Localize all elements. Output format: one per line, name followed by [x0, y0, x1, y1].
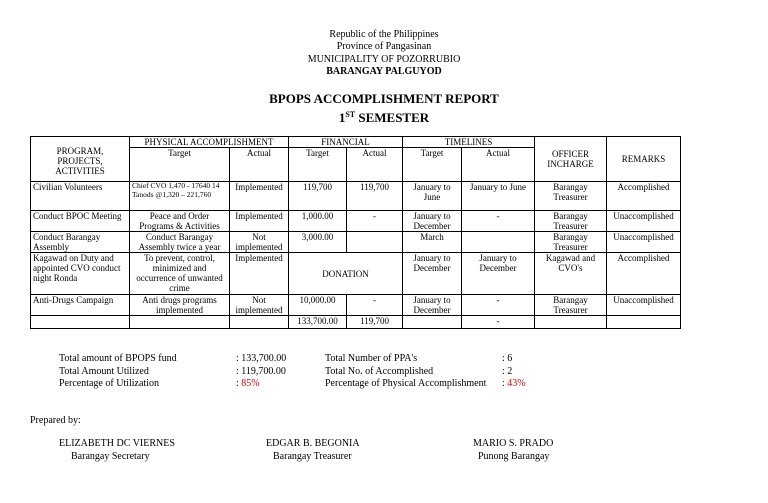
- cell-officer: Barangay Treasurer: [535, 211, 607, 232]
- signatory-name: MARIO S. PRADO: [473, 438, 554, 449]
- summary-fund-value: : 133,700.00: [236, 353, 287, 364]
- cell-fin-target: 119,700: [289, 182, 347, 211]
- cell-fin-actual: -: [347, 211, 403, 232]
- cell-time-target: January to June: [403, 182, 462, 211]
- sub-physical-actual: Actual: [230, 148, 289, 182]
- cell-empty: [403, 316, 462, 329]
- cell-remarks: Accomplished: [607, 182, 681, 211]
- cell-remarks: Unaccomplished: [607, 232, 681, 253]
- sub-physical-target: Target: [130, 148, 230, 182]
- col-officer-header: OFFICER INCHARGE: [535, 137, 607, 182]
- table-row: [31, 182, 681, 211]
- summary-util-pct-colon: :: [236, 378, 242, 389]
- table-row: [31, 232, 681, 253]
- signatory-role: Barangay Treasurer: [273, 451, 352, 462]
- signatory-name: ELIZABETH DC VIERNES: [59, 438, 175, 449]
- header-province: Province of Pangasinan: [336, 41, 432, 52]
- totals-row: [31, 316, 681, 329]
- header-barangay: BARANGAY PALGUYOD: [326, 66, 442, 77]
- cell-empty: [130, 316, 230, 329]
- cell-program: Conduct Barangay Assembly: [31, 232, 130, 253]
- signatory-role: Barangay Secretary: [71, 451, 150, 462]
- sub-timeline-target: Target: [403, 148, 462, 182]
- summary-phys-pct: [502, 378, 526, 391]
- summary-utilized-label: Total Amount Utilized: [59, 366, 149, 377]
- cell-empty: [535, 316, 607, 329]
- cell-phys-actual: Implemented: [230, 211, 289, 232]
- summary-utilized-value: : 119,700.00: [236, 366, 286, 377]
- cell-time-actual: January to December: [462, 253, 535, 295]
- cell-phys-target: Chief CVO 1,470 - 17640 14 Tanods @1,320 – 221,760: [130, 182, 230, 211]
- summary-util-pct-label: Percentage of Utilization: [59, 378, 159, 389]
- total-time-actual: -: [462, 316, 535, 329]
- sub-timeline-actual: Actual: [462, 148, 535, 182]
- cell-fin-target: 10,000.00: [289, 295, 347, 316]
- summary-fund-label: Total amount of BPOPS fund: [59, 353, 177, 364]
- summary-phys-pct-colon: :: [502, 378, 508, 389]
- cell-officer: Barangay Treasurer: [535, 182, 607, 211]
- report-semester: [0, 107, 768, 125]
- cell-officer: Barangay Treasurer: [535, 232, 607, 253]
- cell-phys-target: Anti drugs programs implemented: [130, 295, 230, 316]
- accomplishment-table: [30, 136, 681, 329]
- summary-phys-pct-label: Percentage of Physical Accomplishment: [325, 378, 487, 389]
- cell-phys-target: Peace and Order Programs & Activities: [130, 211, 230, 232]
- summary-accomp-label: Total No. of Accomplished: [325, 366, 434, 377]
- summary-phys-pct-value: 43%: [507, 378, 526, 389]
- cell-phys-actual: Implemented: [230, 253, 289, 295]
- group-physical-header: PHYSICAL ACCOMPLISHMENT: [130, 137, 289, 148]
- semester-suffix: ST: [345, 110, 356, 119]
- cell-empty: [230, 316, 289, 329]
- semester-word: SEMESTER: [358, 110, 430, 125]
- report-title: BPOPS ACCOMPLISHMENT REPORT: [269, 91, 499, 106]
- cell-phys-target: Conduct Barangay Assembly twice a year: [130, 232, 230, 253]
- summary-util-pct-value: 85%: [241, 378, 260, 389]
- cell-officer: Barangay Treasurer: [535, 295, 607, 316]
- cell-time-target: January to December: [403, 211, 462, 232]
- semester-number: 1: [338, 110, 346, 125]
- summary-accomp-value: : 2: [502, 366, 513, 377]
- cell-phys-target: To prevent, control, minimized and occurrence of unwanted crime: [130, 253, 230, 295]
- cell-phys-actual: Implemented: [230, 182, 289, 211]
- cell-empty: [31, 316, 130, 329]
- signatory-role: Punong Barangay: [478, 451, 550, 462]
- cell-time-actual: -: [462, 295, 535, 316]
- group-financial-header: FINANCIAL: [289, 137, 403, 148]
- cell-time-actual: January to June: [462, 182, 535, 211]
- cell-remarks: Unaccomplished: [607, 295, 681, 316]
- cell-fin-actual: [347, 232, 403, 253]
- cell-fin-target: 1,000.00: [289, 211, 347, 232]
- cell-program: Kagawad on Duty and appointed CVO conduct night Ronda: [31, 253, 130, 295]
- cell-officer: Kagawad and CVO's: [535, 253, 607, 295]
- cell-fin-actual: 119,700: [347, 182, 403, 211]
- cell-fin-actual: -: [347, 295, 403, 316]
- total-fin-actual: 119,700: [347, 316, 403, 329]
- cell-empty: [607, 316, 681, 329]
- cell-time-actual: -: [462, 211, 535, 232]
- cell-phys-actual: Not implemented: [230, 232, 289, 253]
- table-row: [31, 211, 681, 232]
- header-municipality: MUNICIPALITY OF POZORRUBIO: [307, 54, 461, 65]
- cell-program: Civilian Volunteers: [31, 182, 130, 211]
- summary-util-pct: [236, 378, 260, 391]
- cell-program: Anti-Drugs Campaign: [31, 295, 130, 316]
- col-program-header: PROGRAM, PROJECTS, ACTIVITIES: [31, 137, 130, 182]
- cell-time-actual: [462, 232, 535, 253]
- table-row: [31, 253, 681, 295]
- cell-program: Conduct BPOC Meeting: [31, 211, 130, 232]
- prepared-by-label: Prepared by:: [30, 415, 81, 426]
- col-remarks-header: REMARKS: [607, 137, 681, 182]
- signatory-name: EDGAR B. BEGONIA: [266, 438, 360, 449]
- cell-time-target: January to December: [403, 295, 462, 316]
- cell-time-target: March: [403, 232, 462, 253]
- cell-remarks: Unaccomplished: [607, 211, 681, 232]
- table-row: [31, 295, 681, 316]
- summary-ppa-label: Total Number of PPA's: [325, 353, 418, 364]
- summary-ppa-value: : 6: [502, 353, 513, 364]
- cell-financial-donation: DONATION: [289, 253, 403, 295]
- cell-fin-target: 3,000.00: [289, 232, 347, 253]
- cell-time-target: January to December: [403, 253, 462, 295]
- cell-phys-actual: Not implemented: [230, 295, 289, 316]
- total-fin-target: 133,700.00: [289, 316, 347, 329]
- cell-remarks: Accomplished: [607, 253, 681, 295]
- sub-financial-actual: Actual: [347, 148, 403, 182]
- header-country: Republic of the Philippines: [329, 29, 439, 40]
- sub-financial-target: Target: [289, 148, 347, 182]
- group-timelines-header: TIMELINES: [403, 137, 535, 148]
